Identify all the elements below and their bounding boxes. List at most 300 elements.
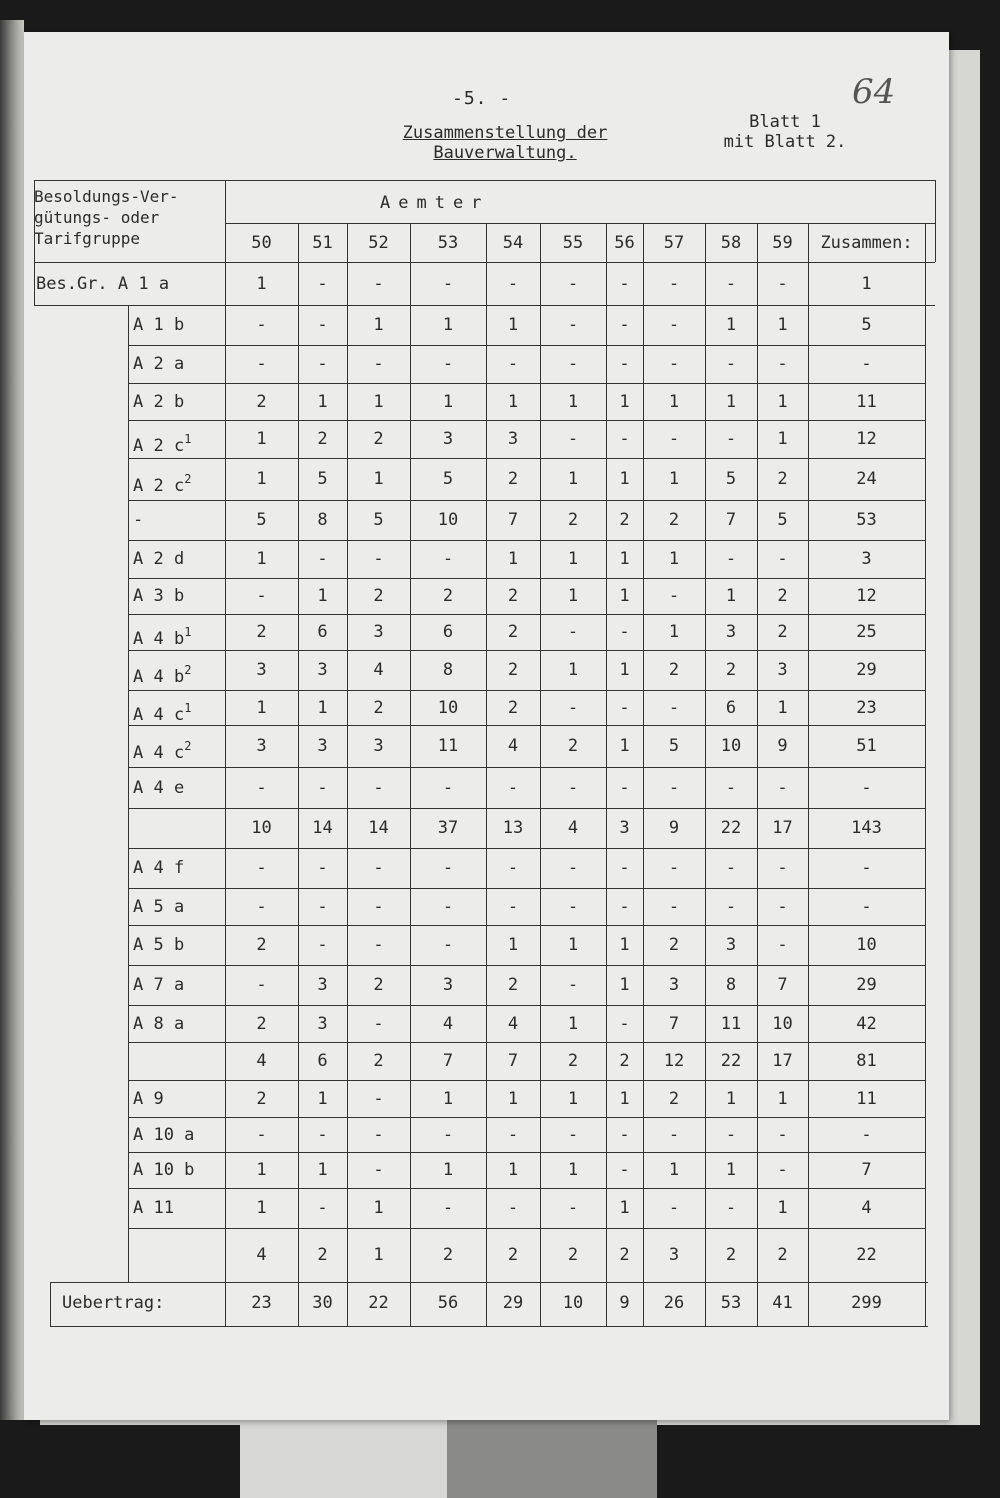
table-cell: 1 xyxy=(777,1198,788,1218)
column-header: Zusammen: xyxy=(820,233,913,253)
table-cell: 2 xyxy=(777,622,788,642)
table-cell: 1 xyxy=(373,469,384,489)
page-number: -5. - xyxy=(452,88,512,109)
table-cell: - xyxy=(567,858,579,878)
table-cell: 81 xyxy=(856,1051,877,1071)
total-top-rule xyxy=(50,1282,928,1283)
document-title xyxy=(380,123,630,163)
table-cell: 6 xyxy=(725,697,737,718)
table-cell: 3 xyxy=(373,622,384,642)
book-spine xyxy=(0,20,24,1420)
table-cell: - xyxy=(317,1124,328,1145)
table-cell: - xyxy=(725,549,737,569)
table-cell: - xyxy=(567,354,579,374)
table-cell: 1 xyxy=(373,391,384,412)
table-cell: - xyxy=(777,1160,788,1180)
table-cell: 10 xyxy=(437,697,459,718)
total-row-cell: 53 xyxy=(720,1293,742,1313)
table-cell: - xyxy=(317,1198,328,1218)
table-cell: - xyxy=(619,858,630,878)
table-cell: 22 xyxy=(720,818,742,838)
table-cell: 1 xyxy=(619,586,630,606)
row-rule xyxy=(128,578,925,579)
table-cell: 12 xyxy=(856,429,877,449)
row-label-text: A 1 b xyxy=(133,315,185,335)
row-label-text: A 10 b xyxy=(133,1160,195,1180)
table-cell: 1 xyxy=(567,1013,579,1034)
table-cell: 143 xyxy=(851,818,882,838)
table-cell: - xyxy=(442,354,454,374)
row-label-text: A 2 c xyxy=(133,476,185,496)
table-cell: 1 xyxy=(567,586,579,606)
table-cell: - xyxy=(442,777,454,798)
table-cell: - xyxy=(777,549,788,569)
table-cell: 4 xyxy=(256,1051,267,1071)
table-cell: 2 xyxy=(256,1088,267,1109)
table-bottom-rule xyxy=(50,1326,928,1327)
table-cell: 2 xyxy=(507,975,519,995)
header-right-border xyxy=(935,180,936,262)
table-cell: 12 xyxy=(856,586,877,606)
row-label-text: A 2 b xyxy=(133,391,185,412)
table-cell: 5 xyxy=(777,510,788,530)
table-cell: 1 xyxy=(507,1088,519,1109)
table-cell: 2 xyxy=(373,697,384,718)
row-label-text: A 4 c xyxy=(133,743,185,763)
table-cell: 1 xyxy=(256,1198,267,1218)
table-cell: 17 xyxy=(772,818,793,838)
table-cell: - xyxy=(861,896,872,917)
table-cell: - xyxy=(668,858,680,878)
table-cell: 2 xyxy=(507,660,519,680)
group-label-line-2: gütungs- oder xyxy=(34,208,160,227)
table-cell: - xyxy=(668,777,680,798)
table-cell: - xyxy=(668,315,680,335)
row-label xyxy=(133,734,192,763)
table-cell: 25 xyxy=(856,622,877,642)
table-cell: 2 xyxy=(256,391,267,412)
table-cell: - xyxy=(619,697,630,718)
column-divider xyxy=(705,223,706,1326)
row-rule xyxy=(128,690,925,691)
row-label-text: A 2 a xyxy=(133,354,185,374)
row-rule xyxy=(128,420,925,421)
first-row-cell: - xyxy=(619,274,630,294)
table-cell: 1 xyxy=(777,391,788,412)
table-cell: 1 xyxy=(317,1160,328,1180)
table-cell: - xyxy=(861,1124,872,1145)
row-rule xyxy=(128,925,925,926)
table-cell: 5 xyxy=(725,469,737,489)
table-cell: 2 xyxy=(256,935,267,955)
table-cell: - xyxy=(373,549,384,569)
table-cell: 2 xyxy=(317,1245,328,1265)
group-label-line-3: Tarifgruppe xyxy=(34,229,140,248)
table-cell: 1 xyxy=(725,315,737,335)
table-cell: - xyxy=(507,896,519,917)
first-row-cell: - xyxy=(373,274,384,294)
row-label-text: A 10 a xyxy=(133,1124,195,1145)
table-cell: 2 xyxy=(507,469,519,489)
table-cell: - xyxy=(619,429,630,449)
table-cell: 2 xyxy=(442,586,454,606)
table-cell: 1 xyxy=(777,429,788,449)
table-cell: 1 xyxy=(317,391,328,412)
table-cell: - xyxy=(317,777,328,798)
first-row-cell: - xyxy=(777,274,788,294)
table-cell: 9 xyxy=(777,736,788,756)
table-cell: 2 xyxy=(373,586,384,606)
table-cell: 1 xyxy=(567,549,579,569)
table-cell: 11 xyxy=(720,1013,742,1034)
table-cell: 3 xyxy=(256,736,267,756)
total-row-label: Uebertrag: xyxy=(62,1293,165,1313)
table-cell: - xyxy=(256,896,267,917)
row-rule xyxy=(128,1005,925,1006)
row-rule xyxy=(128,1080,925,1081)
table-cell: - xyxy=(507,777,519,798)
table-cell: 22 xyxy=(720,1051,742,1071)
row-label xyxy=(133,1196,174,1220)
table-cell: - xyxy=(725,1124,737,1145)
table-cell: - xyxy=(777,1124,788,1145)
table-cell: - xyxy=(373,354,384,374)
table-cell: 3 xyxy=(725,622,737,642)
table-cell: 7 xyxy=(861,1160,872,1180)
table-cell: 3 xyxy=(442,429,454,449)
row-label-text: A 7 a xyxy=(133,975,185,995)
row-label xyxy=(133,620,192,649)
table-cell: 1 xyxy=(619,1198,630,1218)
table-cell: - xyxy=(668,896,680,917)
table-cell: - xyxy=(777,777,788,798)
table-cell: - xyxy=(619,1124,630,1145)
column-divider xyxy=(410,223,411,1326)
table-cell: 22 xyxy=(856,1245,877,1265)
table-cell: 2 xyxy=(668,1088,680,1109)
row-label xyxy=(133,508,143,532)
table-cell: 11 xyxy=(856,391,877,412)
table-cell: 1 xyxy=(619,975,630,995)
table-cell: 14 xyxy=(312,818,333,838)
row-rule xyxy=(128,650,925,651)
row-rule xyxy=(128,383,925,384)
table-cell: - xyxy=(567,315,579,335)
table-cell: 3 xyxy=(317,736,328,756)
table-cell: 1 xyxy=(442,1088,454,1109)
table-cell: - xyxy=(373,777,384,798)
table-cell: 1 xyxy=(777,1088,788,1109)
table-cell: - xyxy=(442,1198,454,1218)
table-cell: 2 xyxy=(668,510,680,530)
table-cell: 4 xyxy=(442,1013,454,1034)
row-label-text: A 8 a xyxy=(133,1013,185,1034)
row-rule xyxy=(128,767,925,768)
table-cell: 7 xyxy=(725,510,737,530)
row-label xyxy=(133,390,184,414)
table-cell: 2 xyxy=(619,510,630,530)
row-label xyxy=(133,856,184,880)
table-cell: 1 xyxy=(567,391,579,412)
total-left-border xyxy=(50,1282,51,1326)
table-cell: 1 xyxy=(725,1160,737,1180)
table-cell: - xyxy=(507,1198,519,1218)
table-cell: 1 xyxy=(317,586,328,606)
table-cell: 4 xyxy=(256,1245,267,1265)
column-divider xyxy=(925,223,926,1326)
row-label-text: A 2 c xyxy=(133,436,185,456)
table-cell: 2 xyxy=(668,935,680,955)
table-cell: 2 xyxy=(442,1245,454,1265)
table-cell: 1 xyxy=(256,1160,267,1180)
table-cell: - xyxy=(442,858,454,878)
first-row-cell: 1 xyxy=(256,274,267,294)
aemter-rule xyxy=(225,223,935,224)
column-divider xyxy=(486,223,487,1326)
table-cell: - xyxy=(567,697,579,718)
column-divider xyxy=(540,223,541,1326)
table-cell: 1 xyxy=(507,1160,519,1180)
row-label xyxy=(133,1158,194,1182)
table-cell: 42 xyxy=(856,1013,877,1034)
table-cell: 1 xyxy=(567,1088,579,1109)
total-row-cell: 9 xyxy=(619,1293,630,1313)
row-rule xyxy=(128,345,925,346)
row-label-superscript: 2 xyxy=(184,663,192,677)
row-label-text: A 9 xyxy=(133,1088,164,1109)
table-cell: - xyxy=(373,1088,384,1109)
table-cell: - xyxy=(373,1160,384,1180)
table-cell: 1 xyxy=(373,1198,384,1218)
row-label-superscript: 2 xyxy=(184,739,192,753)
table-cell: 10 xyxy=(856,935,877,955)
table-cell: 3 xyxy=(668,975,680,995)
table-cell: - xyxy=(567,896,579,917)
table-cell: 5 xyxy=(373,510,384,530)
row-rule xyxy=(128,965,925,966)
table-cell: - xyxy=(668,429,680,449)
first-row-rule xyxy=(34,305,935,306)
table-cell: 1 xyxy=(668,391,680,412)
row-label-text: A 4 f xyxy=(133,858,185,878)
row-label-text: A 5 b xyxy=(133,935,185,955)
table-cell: 2 xyxy=(507,697,519,718)
row-rule xyxy=(128,888,925,889)
table-cell: 1 xyxy=(619,549,630,569)
table-cell: - xyxy=(507,858,519,878)
column-divider xyxy=(757,223,758,1326)
table-cell: 1 xyxy=(668,549,680,569)
table-cell: 53 xyxy=(856,510,877,530)
column-divider xyxy=(606,223,607,1326)
table-cell: - xyxy=(373,858,384,878)
table-cell: 3 xyxy=(507,429,519,449)
row-rule xyxy=(128,458,925,459)
first-row-label: Bes.Gr. A 1 a xyxy=(36,274,170,294)
column-divider xyxy=(347,223,348,1326)
row-rule xyxy=(128,725,925,726)
row-label xyxy=(133,776,184,800)
column-header: 55 xyxy=(562,233,584,253)
first-row-cell: - xyxy=(317,274,328,294)
table-cell: - xyxy=(619,622,630,642)
row-rule xyxy=(128,614,925,615)
table-cell: 3 xyxy=(777,660,788,680)
table-cell: 2 xyxy=(507,1245,519,1265)
first-row-cell: - xyxy=(442,274,454,294)
table-cell: 1 xyxy=(668,1160,680,1180)
table-cell: 2 xyxy=(373,429,384,449)
table-cell: 1 xyxy=(668,469,680,489)
table-cell: 1 xyxy=(442,1160,454,1180)
table-cell: 1 xyxy=(567,935,579,955)
table-cell: 6 xyxy=(317,1051,328,1071)
total-row-cell: 30 xyxy=(312,1293,333,1313)
title-line-2: Bauverwaltung. xyxy=(433,143,577,163)
column-divider xyxy=(298,223,299,1326)
table-cell: 3 xyxy=(317,660,328,680)
table-cell: - xyxy=(668,1124,680,1145)
table-cell: 1 xyxy=(317,697,328,718)
table-cell: - xyxy=(256,586,267,606)
row-label-superscript: 1 xyxy=(184,625,192,639)
table-cell: - xyxy=(442,896,454,917)
row-label-text: A 4 e xyxy=(133,777,185,798)
row-label-superscript: 2 xyxy=(184,472,192,486)
table-cell: 10 xyxy=(251,818,272,838)
table-cell: 3 xyxy=(317,1013,328,1034)
table-cell: - xyxy=(373,1124,384,1145)
table-cell: - xyxy=(256,975,267,995)
table-cell: 1 xyxy=(442,391,454,412)
table-cell: - xyxy=(861,858,872,878)
table-cell: 2 xyxy=(507,586,519,606)
table-cell: 29 xyxy=(856,975,877,995)
table-cell: 2 xyxy=(725,660,737,680)
table-cell: 7 xyxy=(507,1051,519,1071)
row-rule xyxy=(128,1117,925,1118)
table-cell: - xyxy=(317,935,328,955)
table-cell: 10 xyxy=(437,510,459,530)
table-cell: 3 xyxy=(317,975,328,995)
table-cell: 37 xyxy=(437,818,459,838)
table-cell: 4 xyxy=(507,736,519,756)
row-label-text: A 3 b xyxy=(133,586,185,606)
row-label-superscript: 1 xyxy=(184,432,192,446)
table-cell: 1 xyxy=(668,622,680,642)
total-row-cell: 56 xyxy=(437,1293,459,1313)
row-label xyxy=(133,313,184,337)
backdrop-gray-strip xyxy=(447,1420,657,1498)
table-cell: - xyxy=(861,354,872,374)
table-cell: - xyxy=(507,1124,519,1145)
table-cell: - xyxy=(725,429,737,449)
table-cell: 1 xyxy=(373,315,384,335)
column-divider xyxy=(643,223,644,1326)
table-cell: - xyxy=(373,935,384,955)
row-label-text: - xyxy=(133,510,144,530)
table-cell: - xyxy=(567,429,579,449)
table-cell: 2 xyxy=(567,1051,579,1071)
table-cell: 5 xyxy=(861,315,872,335)
table-cell: - xyxy=(668,586,680,606)
table-cell: 1 xyxy=(567,469,579,489)
table-cell: - xyxy=(567,1124,579,1145)
table-cell: 9 xyxy=(668,818,680,838)
table-cell: - xyxy=(725,896,737,917)
column-header: 54 xyxy=(502,233,524,253)
row-rule xyxy=(128,848,925,849)
table-cell: 1 xyxy=(619,469,630,489)
table-cell: - xyxy=(725,777,737,798)
column-header: 53 xyxy=(437,233,459,253)
table-cell: 1 xyxy=(507,315,519,335)
table-cell: - xyxy=(619,315,630,335)
table-cell: - xyxy=(619,1013,630,1034)
table-top-rule xyxy=(34,180,935,181)
table-cell: 1 xyxy=(725,586,737,606)
table-cell: - xyxy=(317,896,328,917)
table-cell: 8 xyxy=(442,660,454,680)
row-label xyxy=(133,584,184,608)
table-cell: 10 xyxy=(720,736,742,756)
table-cell: - xyxy=(861,777,872,798)
table-cell: 2 xyxy=(777,1245,788,1265)
table-cell: 1 xyxy=(442,315,454,335)
table-cell: 2 xyxy=(619,1245,630,1265)
label-column-divider xyxy=(225,180,226,1326)
table-cell: - xyxy=(668,354,680,374)
table-cell: 1 xyxy=(567,660,579,680)
row-label-superscript: 1 xyxy=(184,700,192,715)
column-header: 57 xyxy=(663,233,685,253)
table-cell: 2 xyxy=(777,469,788,489)
table-cell: 6 xyxy=(442,622,454,642)
table-cell: 2 xyxy=(567,1245,579,1265)
total-row-cell: 23 xyxy=(251,1293,272,1313)
table-cell: 7 xyxy=(668,1013,680,1034)
table-cell: 2 xyxy=(507,622,519,642)
table-cell: 2 xyxy=(256,1013,267,1034)
column-header: 58 xyxy=(720,233,742,253)
table-cell: - xyxy=(373,1013,384,1034)
table-cell: 1 xyxy=(256,469,267,489)
table-cell: 1 xyxy=(507,549,519,569)
table-cell: 3 xyxy=(668,1245,680,1265)
table-cell: 1 xyxy=(619,736,630,756)
table-cell: - xyxy=(725,1198,737,1218)
row-label xyxy=(133,1012,184,1036)
total-row-cell: 41 xyxy=(772,1293,793,1313)
row-label-text: A 5 a xyxy=(133,896,185,917)
table-cell: - xyxy=(442,935,454,955)
row-label xyxy=(133,658,192,687)
table-cell: 4 xyxy=(567,818,579,838)
table-cell: 11 xyxy=(856,1088,877,1109)
row-label-text: A 4 b xyxy=(133,629,185,649)
title-line-1: Zusammenstellung der xyxy=(402,123,608,143)
total-row-cell: 299 xyxy=(851,1293,882,1313)
column-header: 50 xyxy=(251,233,272,253)
table-cell: 1 xyxy=(373,1245,384,1265)
table-cell: - xyxy=(317,549,328,569)
table-cell: 2 xyxy=(567,736,579,756)
aemter-header: Aemter xyxy=(380,193,490,213)
table-cell: 1 xyxy=(256,697,267,718)
table-cell: 24 xyxy=(856,469,877,489)
table-cell: 2 xyxy=(373,975,384,995)
table-cell: - xyxy=(777,896,788,917)
